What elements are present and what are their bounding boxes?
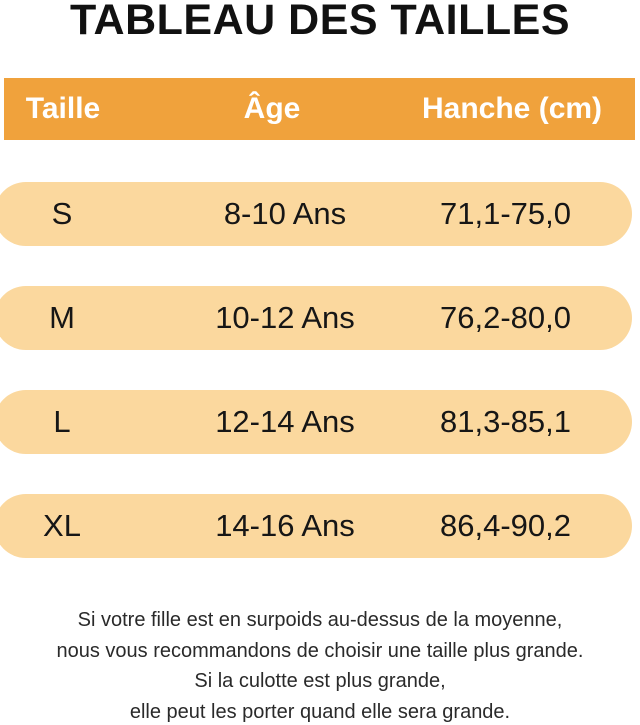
table-row-xl	[0, 494, 632, 558]
note-line-4: elle peut les porter quand elle sera grande.	[129, 700, 511, 723]
hip-value: 81,3-85,1	[440, 404, 571, 439]
page-title: TABLEAU DES TAILLES	[69, 0, 570, 44]
sizing-advice-note	[0, 610, 640, 725]
hip-value: 76,2-80,0	[440, 300, 571, 335]
age-value: 10-12 Ans	[215, 300, 355, 335]
table-row-s	[0, 182, 632, 246]
column-header-age: Âge	[243, 92, 301, 125]
age-value: 8-10 Ans	[223, 196, 347, 231]
size-value: L	[53, 404, 71, 439]
size-value: M	[49, 300, 75, 335]
column-header-hanche: Hanche (cm)	[422, 92, 603, 125]
note-line-1: Si votre fille est en surpoids au-dessus de la moyenne,	[77, 609, 563, 631]
size-value: XL	[43, 508, 81, 543]
age-value: 12-14 Ans	[215, 404, 355, 439]
size-value: S	[51, 196, 73, 231]
table-row-m	[0, 286, 632, 350]
hip-value: 86,4-90,2	[440, 508, 571, 543]
hip-value: 71,1-75,0	[440, 196, 571, 231]
table-row-l	[0, 390, 632, 454]
note-line-3: Si la culotte est plus grande,	[194, 670, 446, 692]
age-value: 14-16 Ans	[215, 508, 355, 543]
note-line-2: nous vous recommandons de choisir une taille plus grande.	[56, 639, 584, 662]
column-header-taille: Taille	[25, 92, 101, 125]
table-header-row	[4, 78, 635, 140]
